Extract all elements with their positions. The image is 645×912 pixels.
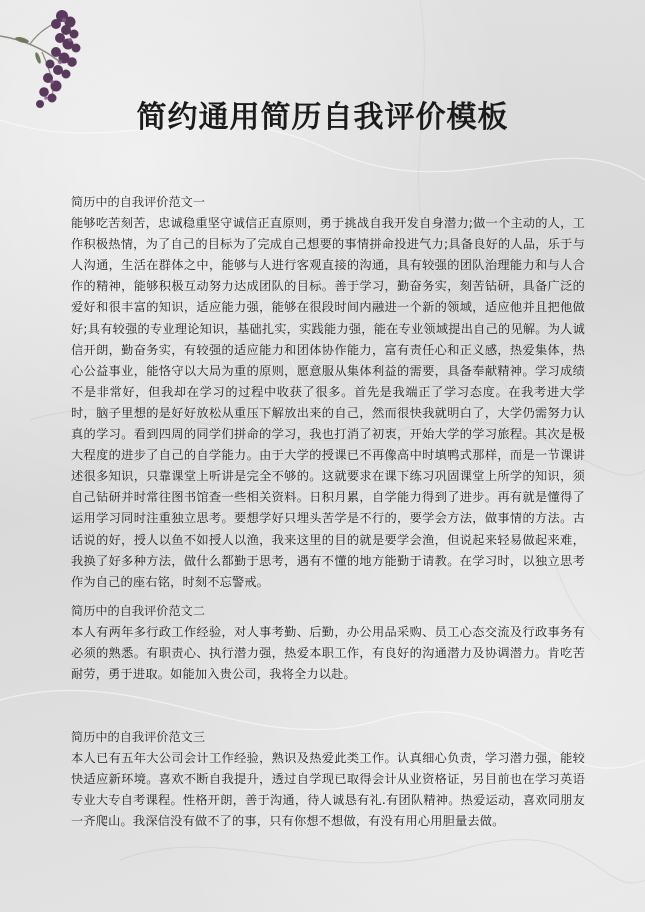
section-example-3 [71, 727, 585, 832]
section-body: 本人有两年多行政工作经验，对人事考勤、后勤，办公用品采购、员工心态交流及行政事务有必须的熟悉。有职责心、执行潜力强，热爱本职工作，有良好的沟通潜力及协调潜力。肯吃苦耐劳，勇于进取。如能加入贵公司，我将全力以赴。 [71, 625, 585, 682]
section-heading: 简历中的自我评价范文三 [71, 730, 206, 744]
page-title: 简约通用简历自我评价模板 [136, 100, 509, 135]
section-heading: 简历中的自我评价范文二 [71, 604, 206, 618]
section-example-1 [71, 192, 585, 593]
section-body: 能够吃苦刻苦，忠诚稳重坚守诚信正直原则，勇于挑战自我开发自身潜力;做一个主动的人，工作积极热情，为了自己的目标为了完成自己想要的事情拼命投进气力;具备良好的人品，乐于与人沟通，生活在群体之中，能够与人进行客观直接的沟通，具有较强的团队治理能力和与人合作的精神，能够积极互动努力达成团队的目标。善于学习，勤奋务实，刻苦钻研，具备广泛的爱好和很丰富的知识，适应能力强，能够在很段时间内融进一个新的领域，适应他并且把他做好;具有较强的专业理论知识，基础扎实，实践能力强，能在专业领域提出自己的见解。为人诚信开朗，勤奋务实，有较强的适应能力和团体协作能力，富有责任心和正义感，热爱集体，热心公益事业，能恪守以大局为重的原则，愿意服从集体利益的需要，具备奉献精神。学习成绩不是非常好，但我却在学习的过程中收获了很多。首先是我端正了学习态度。在我考进大学时，脑子里想的是好好放松从重压下解放出来的自己，然而很快我就明白了，大学仍需努力认真的学习。看到四周的同学们拼命的学习，我也打消了初衷，开始大学的学习旅程。其次是极大程度的进步了自己的自学能力。由于大学的授课已不再像高中时填鸭式那样，而是一节课讲述很多知识，只靠课堂上听讲是完全不够的。这就要求在课下练习巩固课堂上所学的知识，须自己钻研并时常往图书馆查一些相关资料。日积月累，自学能力得到了进步。再有就是懂得了运用学习同时注重独立思考。要想学好只埋头苦学是不行的，要学会方法，做事情的方法。古话说的好，授人以鱼不如授人以渔，我来这里的目的就是要学会渔，但说起来轻易做起来难，我换了好多种方法，做什么都勤于思考，遇有不懂的地方能勤于请教。在学习时，以独立思考作为自己的座右铭，时刻不忘警戒。 [71, 216, 585, 589]
section-heading: 简历中的自我评价范文一 [71, 195, 206, 209]
section-body: 本人已有五年大公司会计工作经验，熟识及热爱此类工作。认真细心负责，学习潜力强，能较快适应新环境。喜欢不断自我提升，透过自学现已取得会计从业资格证，另目前也在学习英语专业大专自考课程。性格开朗，善于沟通，待人诚恳有礼.有团队精神。热爱运动，喜欢同朋友一齐爬山。我深信没有做不了的事，只有你想不想做，有没有用心用胆量去做。 [71, 751, 585, 829]
section-example-2 [71, 601, 585, 685]
